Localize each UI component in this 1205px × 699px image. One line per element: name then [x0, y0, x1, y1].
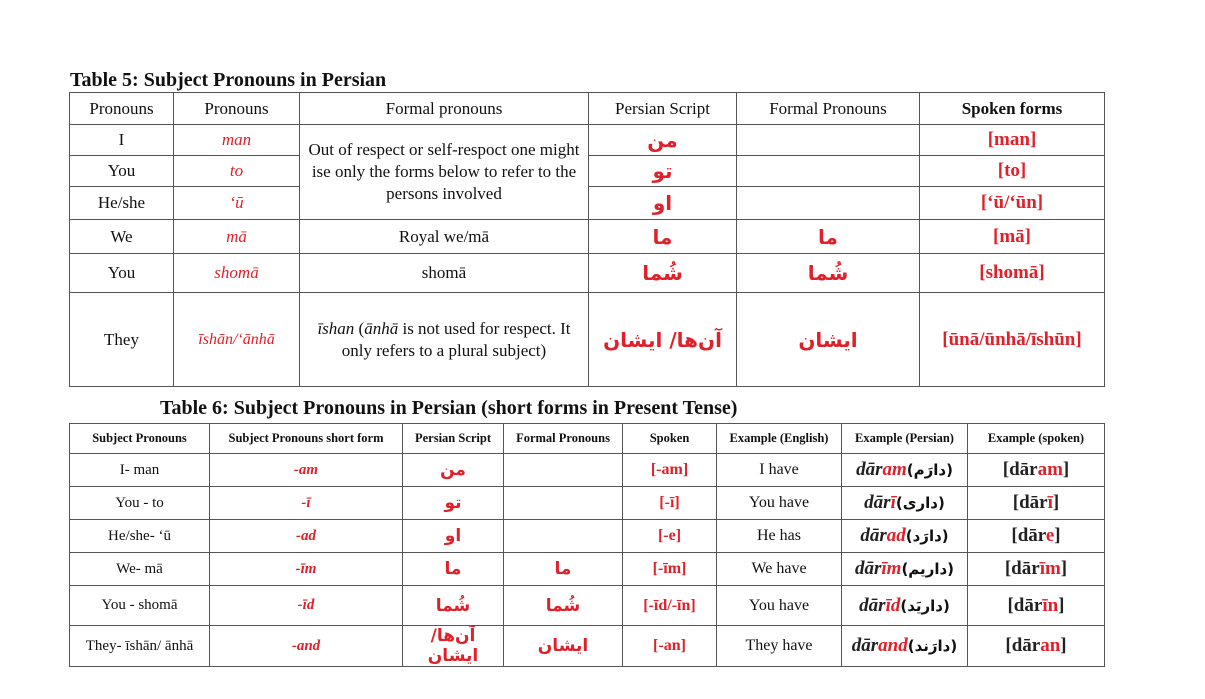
column-header: Spoken forms [920, 93, 1105, 125]
translit-cell: shomā [174, 254, 300, 293]
example-stem: dār [864, 492, 891, 513]
spoken-close: ] [1058, 594, 1065, 616]
example-spoken-cell [968, 520, 1105, 553]
example-ending: ad [886, 525, 906, 546]
example-english-cell: You have [717, 586, 842, 626]
column-header: Persian Script [589, 93, 737, 125]
example-persian-script: (داریم) [901, 560, 955, 578]
example-english-cell: We have [717, 553, 842, 586]
spoken-close: ] [1054, 525, 1061, 546]
table-row [70, 454, 1105, 487]
table-row [70, 520, 1105, 553]
spoken-stem: [dār [1012, 492, 1048, 513]
table-row [70, 254, 1105, 293]
example-persian-script: (دارَند) [907, 637, 958, 655]
example-ending: am [882, 459, 907, 480]
formal-script-cell: ایشان [737, 293, 920, 387]
formal-cell: Royal we/mā [300, 220, 589, 254]
table5 [69, 92, 1105, 387]
column-header: Example (English) [717, 424, 842, 454]
example-persian-cell [842, 487, 968, 520]
formal-script-cell: شُما [737, 254, 920, 293]
table-row [70, 586, 1105, 626]
spoken-close: ] [1060, 635, 1067, 656]
example-stem: dār [854, 558, 882, 579]
table6-title: Table 6: Subject Pronouns in Persian (short forms in Present Tense) [160, 397, 738, 419]
example-persian-script: (دارَد) [905, 527, 949, 545]
spoken-ending: an [1040, 635, 1061, 656]
column-header: Formal Pronouns [504, 424, 623, 454]
pronoun-cell: You [70, 156, 174, 187]
pronoun-cell: I- man [70, 454, 210, 487]
table-row [70, 553, 1105, 586]
spoken-cell: [-īm] [623, 553, 717, 586]
spoken-ending: īn [1042, 594, 1059, 616]
column-header: Pronouns [174, 93, 300, 125]
translit-cell: to [174, 156, 300, 187]
short-form-cell: -īd [210, 586, 403, 626]
example-persian-script: (داری) [895, 494, 945, 512]
translit-cell: man [174, 125, 300, 156]
formal-text: is not used for respect. It only refers to a plural subject) [341, 318, 571, 360]
spoken-cell: [to] [920, 156, 1105, 187]
example-persian-script: (داریَد) [900, 596, 950, 615]
script-cell: او [589, 187, 737, 220]
formal-script-cell [504, 487, 623, 520]
pronoun-cell: They [70, 293, 174, 387]
spoken-stem: [dār [1011, 525, 1046, 546]
spoken-cell: [ūnā/ūnhā/īshūn] [920, 293, 1105, 387]
column-header: Formal pronouns [300, 93, 589, 125]
spoken-cell: [mā] [920, 220, 1105, 254]
spoken-cell: [shomā] [920, 254, 1105, 293]
example-spoken-cell [968, 487, 1105, 520]
script-cell: او [403, 520, 504, 553]
short-form-cell: -am [210, 454, 403, 487]
spoken-cell: [‘ū/‘ūn] [920, 187, 1105, 220]
formal-cell: shomā [300, 254, 589, 293]
spoken-stem: [dār [1004, 558, 1040, 579]
spoken-stem: [dār [1002, 459, 1038, 480]
column-header: Example (Persian) [842, 424, 968, 454]
formal-script-cell [737, 156, 920, 187]
example-english-cell: You have [717, 487, 842, 520]
table5-title: Table 5: Subject Pronouns in Persian [70, 69, 387, 91]
short-form-cell: -īm [210, 553, 403, 586]
table-row [70, 487, 1105, 520]
translit-cell: ‘ū [174, 187, 300, 220]
example-persian-script: (دارَم) [906, 461, 953, 479]
script-cell: من [589, 125, 737, 156]
spoken-cell: [-am] [623, 454, 717, 487]
short-form-cell: -and [210, 626, 403, 667]
pronoun-cell: You - shomā [70, 586, 210, 626]
example-persian-cell [842, 626, 968, 667]
example-persian-cell [842, 553, 968, 586]
pronoun-cell: You [70, 254, 174, 293]
script-cell: ما [589, 220, 737, 254]
formal-italic: ānhā [364, 318, 399, 338]
example-stem: dār [856, 459, 883, 480]
spoken-ending: ī [1047, 492, 1053, 513]
table-row [70, 220, 1105, 254]
example-stem: dār [860, 525, 887, 546]
example-english-cell: They have [717, 626, 842, 667]
example-ending: and [878, 635, 908, 656]
pronoun-cell: He/she- ‘ū [70, 520, 210, 553]
formal-script-cell [737, 187, 920, 220]
formal-script-cell: ما [504, 553, 623, 586]
column-header: Example (spoken) [968, 424, 1105, 454]
table-row [70, 293, 1105, 387]
formal-cell [300, 293, 589, 387]
formal-script-cell [737, 125, 920, 156]
table-row [70, 626, 1105, 667]
spoken-close: ] [1062, 459, 1070, 480]
short-form-cell: -ī [210, 487, 403, 520]
example-spoken-cell [968, 454, 1105, 487]
script-cell: شُما [403, 586, 504, 626]
example-stem: dār [859, 594, 886, 616]
column-header: Subject Pronouns short form [210, 424, 403, 454]
script-cell: ما [403, 553, 504, 586]
formal-text: ( [358, 318, 365, 338]
spoken-cell: [man] [920, 125, 1105, 156]
spoken-cell: [-ī] [623, 487, 717, 520]
formal-italic: īshan [317, 318, 355, 338]
example-english-cell: He has [717, 520, 842, 553]
spoken-stem: [dār [1005, 635, 1041, 656]
formal-script-cell [504, 520, 623, 553]
example-persian-cell [842, 454, 968, 487]
script-cell: آن‌ها/ ایشان [589, 293, 737, 387]
script-cell: تو [403, 487, 504, 520]
formal-script-cell: ما [737, 220, 920, 254]
example-spoken-cell [968, 586, 1105, 626]
spoken-close: ] [1060, 558, 1068, 579]
example-english-cell: I have [717, 454, 842, 487]
column-header: Subject Pronouns [70, 424, 210, 454]
formal-script-cell: شُما [504, 586, 623, 626]
pronoun-cell: They- īshān/ ānhā [70, 626, 210, 667]
column-header: Formal Pronouns [737, 93, 920, 125]
script-cell: تو [589, 156, 737, 187]
table5-header-row [70, 93, 1105, 125]
spoken-cell: [-e] [623, 520, 717, 553]
spoken-cell: [-an] [623, 626, 717, 667]
spoken-cell: [-īd/-īn] [623, 586, 717, 626]
table6 [69, 423, 1105, 667]
example-spoken-cell [968, 553, 1105, 586]
column-header: Pronouns [70, 93, 174, 125]
translit-cell: īshān/‘ānhā [174, 293, 300, 387]
formal-script-cell: ایشان [504, 626, 623, 667]
example-spoken-cell [968, 626, 1105, 667]
spoken-close: ] [1052, 492, 1060, 513]
pronoun-cell: I [70, 125, 174, 156]
example-ending: īd [885, 594, 901, 616]
script-cell: آن‌ها/ ایشان [403, 626, 504, 667]
pronoun-cell: He/she [70, 187, 174, 220]
column-header: Spoken [623, 424, 717, 454]
script-cell: من [403, 454, 504, 487]
formal-note-cell: Out of respect or self-respoct one might ise only the forms below to refer to the persons involved [300, 125, 589, 220]
spoken-stem: [dār [1007, 594, 1043, 616]
example-ending: ī [890, 492, 896, 513]
example-stem: dār [851, 635, 879, 656]
spoken-ending: am [1037, 459, 1063, 480]
short-form-cell: -ad [210, 520, 403, 553]
spoken-ending: īm [1039, 558, 1061, 579]
script-cell: شُما [589, 254, 737, 293]
pronoun-cell: We [70, 220, 174, 254]
example-ending: īm [881, 558, 902, 579]
table-row [70, 125, 1105, 156]
column-header: Persian Script [403, 424, 504, 454]
spoken-ending: e [1045, 525, 1055, 546]
example-persian-cell [842, 520, 968, 553]
pronoun-cell: You - to [70, 487, 210, 520]
pronoun-cell: We- mā [70, 553, 210, 586]
example-persian-cell [842, 586, 968, 626]
formal-script-cell [504, 454, 623, 487]
table6-header-row [70, 424, 1105, 454]
translit-cell: mā [174, 220, 300, 254]
